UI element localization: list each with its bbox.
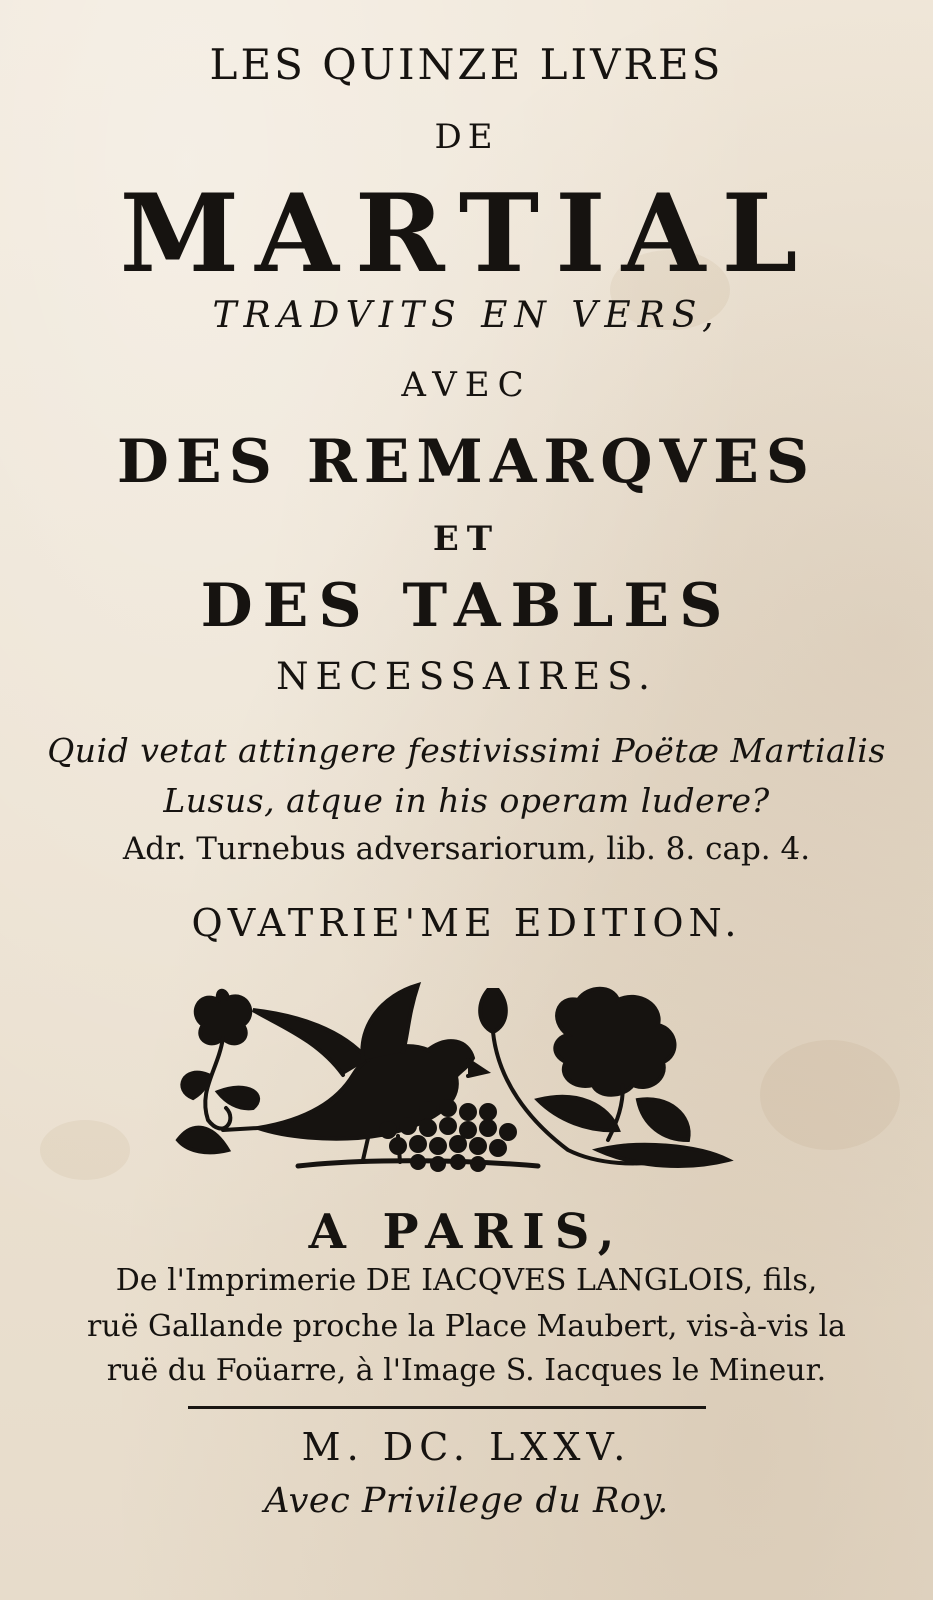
- imprint-line-2: ruë Gallande proche la Place Maubert, vis-à-vis la: [87, 1309, 846, 1344]
- imprint-line-1: De l'Imprimerie DE IACQVES LANGLOIS, fils,: [115, 1263, 818, 1298]
- imprint-line-3: ruë du Foüarre, à l'Image S. Iacques le Mineur.: [106, 1353, 827, 1388]
- title-line-traduits: TRADVITS EN VERS,: [212, 295, 721, 336]
- paper-stain: [760, 1040, 900, 1150]
- paper-stain: [40, 1120, 130, 1180]
- imprint-city: A PARIS,: [308, 1204, 625, 1260]
- epigraph-line-2: Lusus, atque in his operam ludere?: [163, 781, 770, 820]
- title-line-necessaires: NECESSAIRES.: [276, 655, 657, 698]
- author-name: MARTIAL: [119, 171, 814, 297]
- title-line-quinze-livres: LES QUINZE LIVRES: [209, 40, 724, 89]
- title-line-avec: AVEC: [401, 365, 532, 405]
- epigraph-source: Adr. Turnebus adversariorum, lib. 8. cap. 4.: [122, 831, 811, 867]
- publication-date: M. DC. LXXV.: [301, 1425, 632, 1469]
- woodcut-bird-grapes-flowers-icon: [168, 980, 748, 1180]
- title-line-de: DE: [434, 117, 499, 157]
- title-line-tables: DES TABLES: [200, 571, 733, 641]
- edition-statement: QVATRIE'ME EDITION.: [191, 901, 742, 945]
- privilege-statement: Avec Privilege du Roy.: [264, 1481, 669, 1521]
- title-line-et: ET: [432, 519, 501, 559]
- epigraph-line-1: Quid vetat attingere festivissimi Poëtæ Martialis: [47, 731, 886, 770]
- horizontal-rule: [188, 1406, 706, 1409]
- title-line-remarques: DES REMARQVES: [116, 427, 817, 497]
